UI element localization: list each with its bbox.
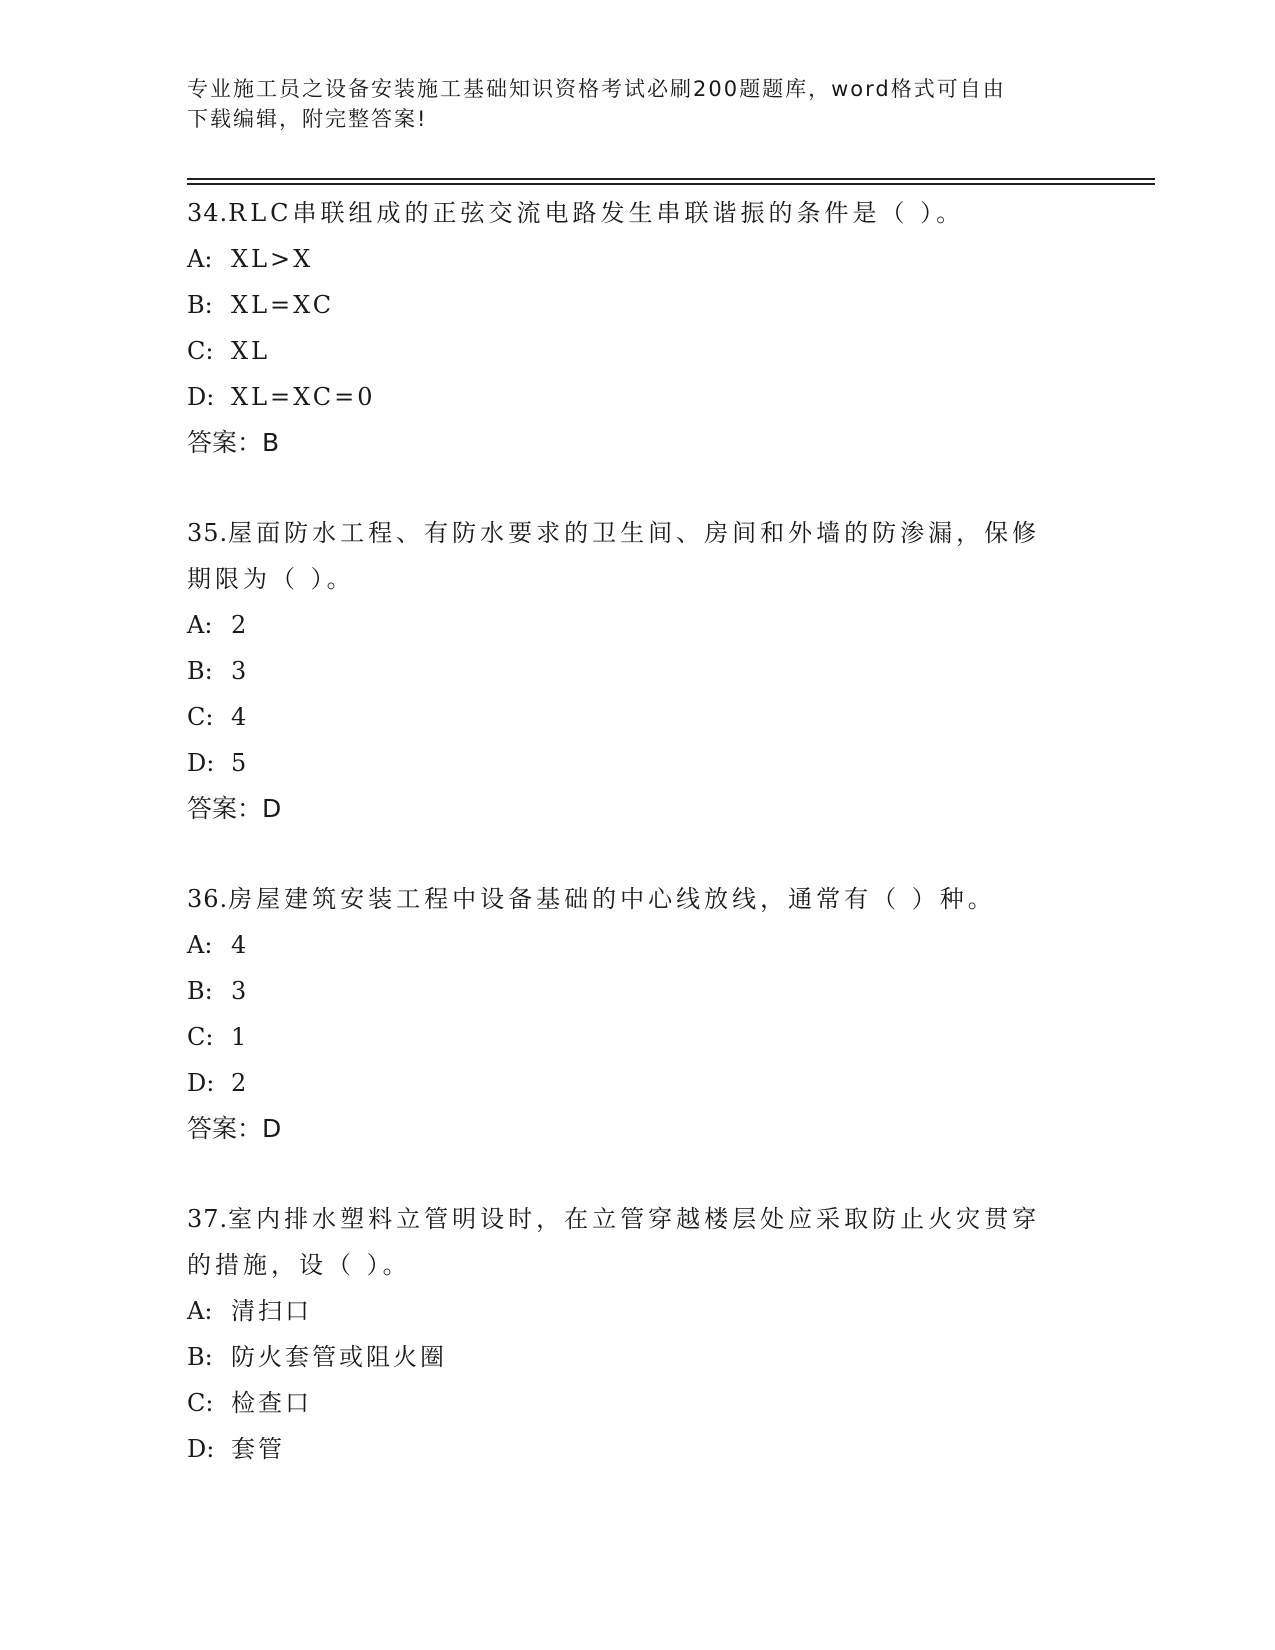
option-key: D: <box>187 749 215 777</box>
option-text: 检查口 <box>231 1389 312 1417</box>
option-key: C: <box>187 337 214 365</box>
option-key: B: <box>187 657 213 685</box>
question-37 <box>187 1196 1087 1472</box>
question-line: 房屋建筑安装工程中设备基础的中心线放线，通常有（ ）种。 <box>228 885 996 913</box>
option-text: 4 <box>231 931 250 959</box>
option-key: D: <box>187 383 215 411</box>
question-line: 室内排水塑料立管明设时，在立管穿越楼层处应采取防止火灾贯穿 <box>228 1205 1041 1233</box>
option-c <box>187 328 1087 374</box>
option-text: XL=XC <box>231 291 335 319</box>
header-line-2: 下载编辑，附完整答案! <box>187 107 428 131</box>
option-b <box>187 282 1087 328</box>
question-number: 37. <box>187 1205 229 1233</box>
option-a <box>187 602 1087 648</box>
option-d <box>187 1426 1087 1472</box>
option-key: A: <box>187 931 213 959</box>
question-line: 屋面防水工程、有防水要求的卫生间、房间和外墙的防渗漏，保修 <box>228 519 1041 547</box>
question-line: RLC串联组成的正弦交流电路发生串联谐振的条件是（ ）。 <box>228 199 965 227</box>
option-a <box>187 1288 1087 1334</box>
question-text-continued: 期限为（ ）。 <box>187 565 355 593</box>
option-text: XL <box>231 337 271 365</box>
option-d <box>187 740 1087 786</box>
option-text: 防火套管或阻火圈 <box>231 1343 447 1371</box>
option-d <box>187 374 1087 420</box>
option-key: A: <box>187 1297 213 1325</box>
header-divider-top <box>187 178 1155 180</box>
option-key: D: <box>187 1435 215 1463</box>
option-text: 3 <box>231 657 250 685</box>
question-text <box>187 510 1087 556</box>
option-key: A: <box>187 245 213 273</box>
question-text <box>187 876 1087 922</box>
option-c <box>187 1380 1087 1426</box>
question-number: 34. <box>187 199 229 227</box>
option-text: 套管 <box>231 1435 285 1463</box>
option-text: 5 <box>231 749 250 777</box>
option-key: D: <box>187 1069 215 1097</box>
option-b <box>187 648 1087 694</box>
option-text: 1 <box>231 1023 250 1051</box>
option-a <box>187 922 1087 968</box>
option-text: 4 <box>231 703 250 731</box>
option-key: A: <box>187 611 213 639</box>
option-text: 2 <box>231 611 250 639</box>
option-a <box>187 236 1087 282</box>
option-key: C: <box>187 1389 214 1417</box>
option-text: 清扫口 <box>231 1297 312 1325</box>
question-number: 35. <box>187 519 229 547</box>
answer: 答案：D <box>187 1114 282 1143</box>
option-key: B: <box>187 291 213 319</box>
option-text: 2 <box>231 1069 250 1097</box>
question-text <box>187 1196 1087 1242</box>
document-header <box>187 74 1067 134</box>
question-list <box>187 190 1087 1516</box>
option-text: XL=XC=0 <box>231 383 376 411</box>
question-number: 36. <box>187 885 229 913</box>
question-34 <box>187 190 1087 466</box>
option-key: B: <box>187 977 213 1005</box>
option-key: C: <box>187 1023 214 1051</box>
answer: 答案：B <box>187 428 280 457</box>
option-b <box>187 968 1087 1014</box>
option-b <box>187 1334 1087 1380</box>
header-divider-bottom <box>187 183 1155 185</box>
option-text: XL>X <box>231 245 314 273</box>
option-c <box>187 1014 1087 1060</box>
option-c <box>187 694 1087 740</box>
question-text-continued: 的措施，设（ ）。 <box>187 1251 411 1279</box>
option-text: 3 <box>231 977 250 1005</box>
option-key: C: <box>187 703 214 731</box>
question-text <box>187 190 1087 236</box>
option-key: B: <box>187 1343 213 1371</box>
header-line-1: 专业施工员之设备安装施工基础知识资格考试必刷200题题库，word格式可自由 <box>187 77 1006 101</box>
question-36 <box>187 876 1087 1152</box>
option-d <box>187 1060 1087 1106</box>
answer: 答案：D <box>187 794 282 823</box>
question-35 <box>187 510 1087 832</box>
